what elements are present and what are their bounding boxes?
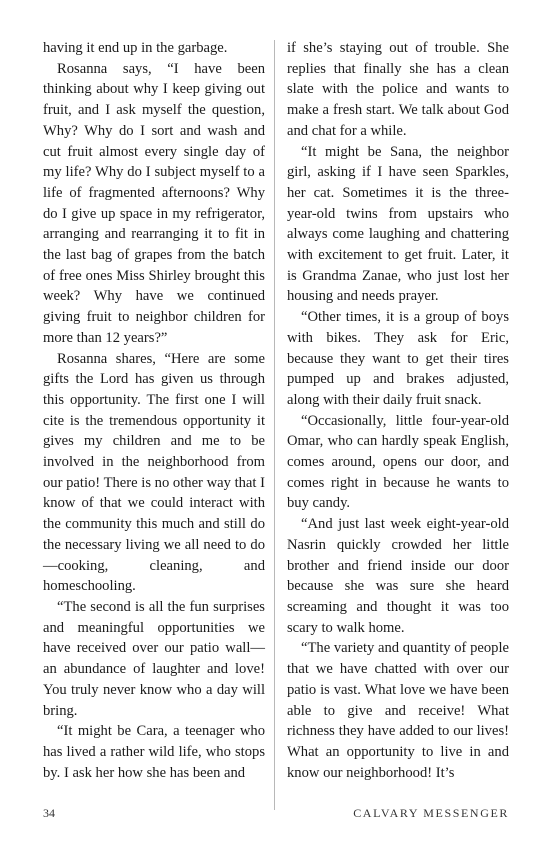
paragraph: Rosanna shares, “Here are some gifts the Lord has given us through this opportunity. The first one I will cite is the tremendous opportunity it gives my children and me to be involved in the neighborhood from our patio! There is no other way that I know of that we could interact with the community this much and still do the necessary living we all need to do—cooking, cleaning, and homeschooling. bbox=[43, 350, 265, 595]
left-text-column bbox=[43, 38, 265, 783]
paragraph: “It might be Cara, a teenager who has lived a rather wild life, who stops by. I ask her how she has been and bbox=[43, 723, 265, 781]
paragraph: “The second is all the fun surprises and meaningful opportunities we have received over our patio wall—an abundance of laughter and love! You truly never know who a day will bring. bbox=[43, 598, 265, 719]
paragraph: “Occasionally, little four-year-old Omar, who can hardly speak English, comes around, opens our door, and comes right in because he wants to buy candy. bbox=[287, 412, 509, 512]
page-number: 34 bbox=[43, 806, 55, 820]
column-divider bbox=[274, 40, 275, 810]
page-footer bbox=[43, 806, 509, 826]
paragraph: “It might be Sana, the neighbor girl, asking if I have seen Sparkles, her cat. Sometimes it is the three-year-old twins from upstairs who always come laughing and chattering with excitement to get fruit. Later, it is Grandma Zanae, who just lost her housing and needs prayer. bbox=[287, 143, 509, 305]
paragraph: if she’s staying out of trouble. She replies that finally she has a clean slate with the police and wants to make a fresh start. We talk about God and chat for a while. bbox=[287, 40, 509, 139]
paragraph: “And just last week eight-year-old Nasrin quickly crowded her little brother and friend inside our door because she was sure she heard screaming and thought it was too scary to walk home. bbox=[287, 516, 509, 636]
paragraph: “Other times, it is a group of boys with bikes. They ask for Eric, because they want to get their tires pumped up and brakes adjusted, along with their daily fruit snack. bbox=[287, 309, 509, 408]
right-text-column bbox=[287, 38, 509, 783]
paragraph: having it end up in the garbage. bbox=[43, 40, 228, 56]
paragraph: Rosanna says, “I have been thinking about why I keep giving out fruit, and I ask myself the question, Why? Why do I sort and wash and cut fruit almost every single day of my life? Why do I subject myself to a life of fragmented afternoons? Why do I give up space in my refrigerator, arranging and rearranging it to fit in the last bag of grapes from the batch of free ones Miss Shirley brought this week? Why have we continued giving fruit to neighbor children for more than 12 years?” bbox=[43, 60, 265, 346]
paragraph: “The variety and quantity of people that we have chatted with over our patio is vast. What love we have been able to give and receive! What richness they have added to our lives! What an opportunity to live in and know our neighborhood! It’s bbox=[287, 640, 509, 781]
running-title: CALVARY MESSENGER bbox=[353, 806, 509, 820]
